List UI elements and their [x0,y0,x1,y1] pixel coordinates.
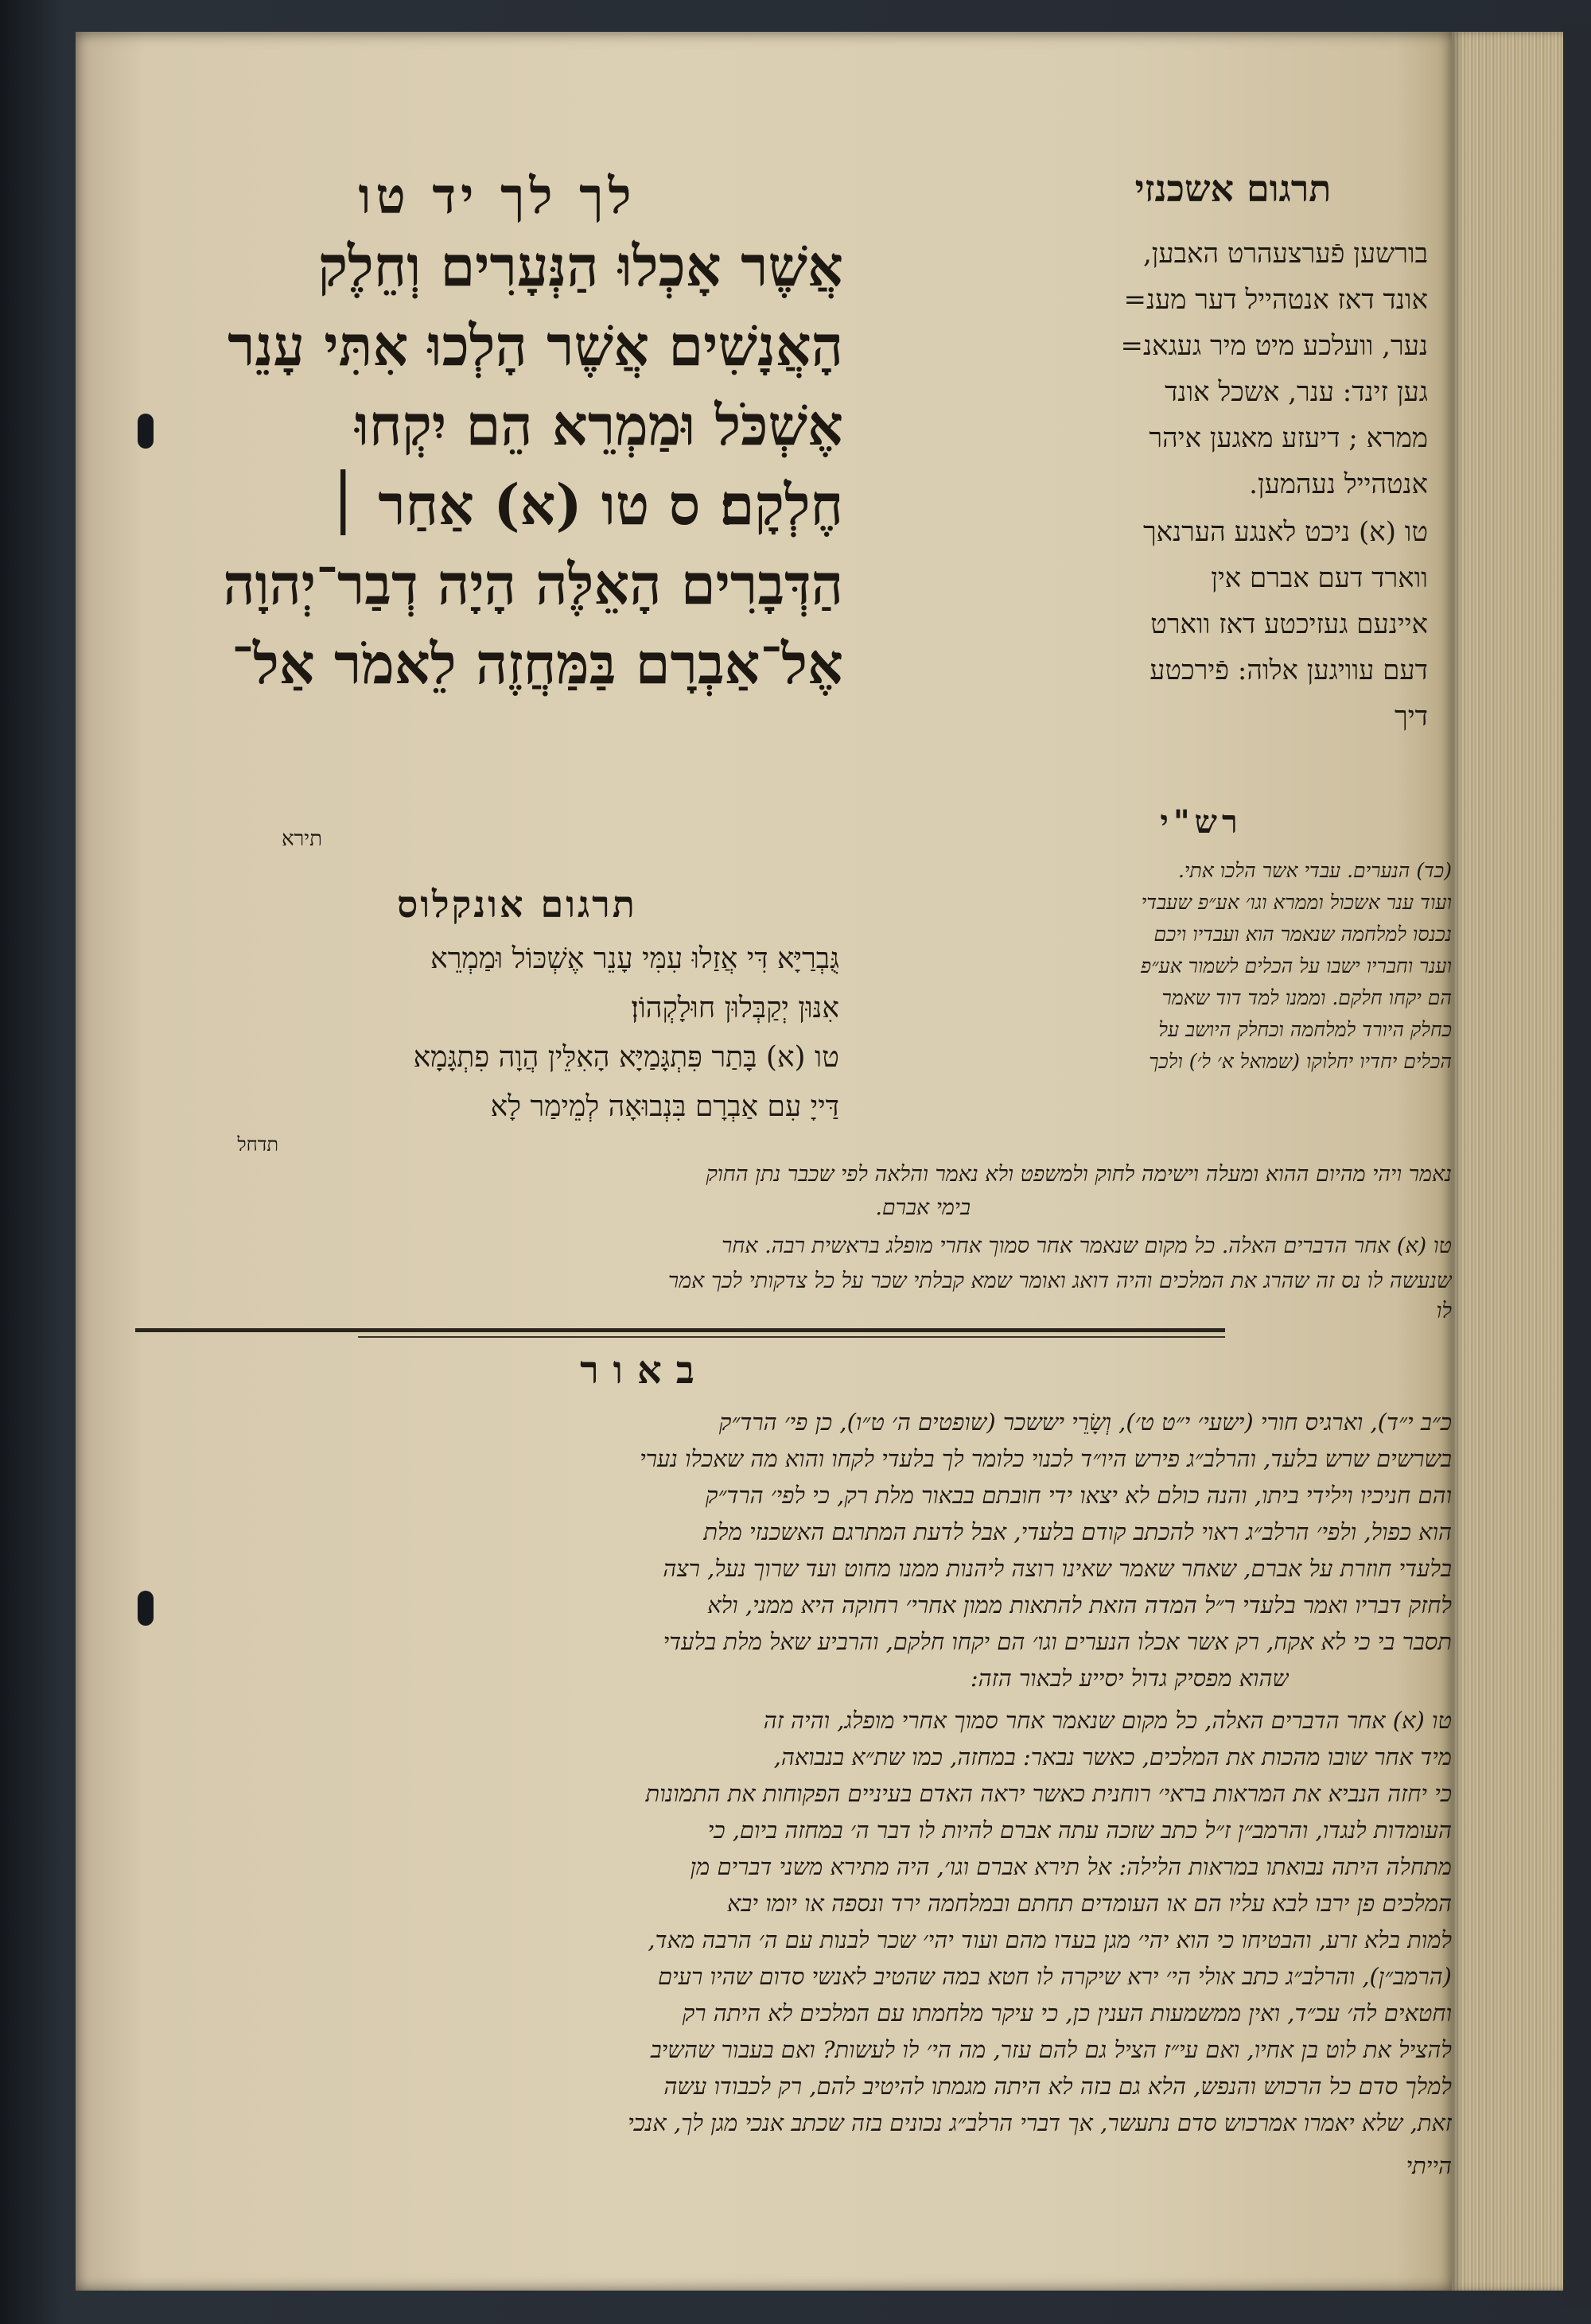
rashi-line: נאמר ויהי מהיום ההוא ומעלה וישימה לחוק ולמשפט ולא נאמר והלאה לפי שכבר נתן החוק [706,1162,1452,1187]
section-rule [135,1328,1225,1332]
ashkenazi-line: גען זינד: ענר, אשכל אונד [1165,376,1428,408]
rashi-line: הכלים יחדיו יחלוקו (שמואל א׳ ל׳) ולכך [1149,1050,1452,1073]
biur-line: העומדות לנגדו, והרמב״ן ז״ל כתב שזכה עתה אברם להיות לו דבר ה׳ במחזה ביום, כי [707,1817,1452,1844]
ashkenazi-line: נער, וועלכע מיט מיר געגאנ= [1120,330,1428,362]
biur-line: למלך סדם כל הרכוש והנפש, הלא גם בזה לא היתה מגמתו להיטיב להם, רק לכבודו עשה [663,2073,1452,2100]
rashi-line: טו (א) אחר הדברים האלה. כל מקום שנאמר אחר סמוך אחרי מופלג בראשית רבה. אחר [722,1234,1452,1258]
rashi-line: הם יקחו חלקם. וממנו למד דוד שאמר [1161,986,1452,1009]
onkelos-line: טו (א) בָּתַר פִּתְגָּמַיָּא הָאִלֵּין הֲוָה פִתְגָּמָא [413,1041,839,1074]
onkelos-catchword: תדחל [237,1133,278,1156]
ashkenazi-line: טו (א) ניכט לאנגע הערנאך [1142,516,1428,548]
biur-line: מיד אחר שובו מהכות את המלכים, כאשר נבאר: במחזה, כמו שת״א בנבואה, [773,1743,1452,1770]
biur-line: (הרמב״ן), והרלב״ג כתב אולי הי׳ ירא שיקרה לו חטא במה שהטיב לאנשי סדום שהיו רעים [657,1963,1452,1990]
biur-line: בלעדי חוזרת על אברם, שאחר שאמר שאינו רוצה ליהנות ממנו מחוט ועד שרוך נעל, רצה [663,1555,1452,1582]
onkelos-line: אִנּוּן יְקַבְּלוּן חוּלָקְהוֹן׃ [631,992,839,1024]
ashkenazi-line: אונד דאז אנטהייל דער מענ= [1123,284,1428,316]
biur-catchword: הייתי [1406,2152,1452,2179]
biur-line: הוא כפול, ולפי׳ הרלב״ג ראוי להכתב קודם בלעדי, אבל לדעת המתרגם האשכנזי מלת [703,1518,1452,1545]
ashkenazi-line: ממרא ; דיעזע מאגען איהר [1149,422,1428,454]
verse-line: חֶלְקָם׃ ס טו (א) אַחַר ׀ [327,472,843,538]
verse-line: הַדְּבָרִים הָאֵלֶּה הָיָה דְבַר־יְהוָה [223,551,843,617]
biur-line: כ״ב י״ד), וארגיס חורי (ישעי׳ י״ט ט׳), וְשָׂרֵי יששכר (שופטים ה׳ ט״ו), כן פי׳ הרד״ק [718,1409,1452,1436]
rashi-line: לו [1436,1299,1452,1323]
rashi-line: (כד) הנערים. עבדי אשר הלכו אתי. [1177,859,1452,882]
biur-line: והם חניכיו וילידי ביתו, והנה כולם לא יצאו ידי חובתם בבאור מלת רק, כי לפי׳ הרד״ק [705,1482,1452,1509]
biur-line: זאת, שלא יאמרו אמרכוש סדם נתעשר, אך דברי הרלב״ג נכונים בזה שכתב אנכי מגן לך, אנכי [628,2109,1452,2136]
rashi-line: ועוד ענר אשכול וממרא וגו׳ אע״פ שעבדי [1141,891,1452,914]
ashkenazi-catchword: דיך [1395,701,1428,733]
rashi-line: שנעשה לו נס זה שהרג את המלכים והיה דואג ואומר שמא קבלתי שכר על כל צדקותי לכך אמר [667,1269,1452,1293]
verse-line: אֲשֶׁר אָכְלוּ הַנְּעָרִים וְחֵלֶק [317,233,843,299]
ashkenazi-line: בורשען פֿערצעהרט האבען, [1142,238,1428,270]
onkelos-line: דַּייָ עִם אַבְרָם בִּנְבוּאָה לְמֵימַר לָא [490,1090,839,1123]
biur-line: כי יחזה הנביא את המראות בראי׳ רוחנית כאשר יראה האדם בעיניים הפקוחות את התמונות [645,1780,1452,1807]
ashkenazi-title: תרגום אשכנזי [1134,167,1332,210]
rashi-line: וענר וחבריו ישבו על הכלים לשמור אע״פ [1140,954,1452,977]
section-rule [358,1336,1225,1338]
biur-line: בשרשים שרש בלעד, והרלב״ג פירש היו״ד לכנוי כלומר לך בלעדי לקחו והוא מה שאכלו נערי [640,1445,1452,1472]
biur-line: מתחלה היתה נבואתו במראות הלילה: אל תירא אברם וגו׳, היה מתירא משני דברים מן [690,1853,1452,1880]
biur-line: וחטאים לה׳ עכ״ד, ואין ממשמעות הענין כן, כי עיקר מלחמתו עם המלכים לא היתה רק [682,1999,1452,2027]
book-binding [1563,24,1591,2307]
running-header: לך לך יד טו [358,167,636,225]
rashi-line: נכנסו למלחמה שנאמר הוא ועבדיו ויכם [1153,923,1452,946]
rashi-line: כחלק היורד למלחמה וכחלק היושב על [1158,1018,1452,1041]
ashkenazi-line: איינעם געזיכטע דאז ווארט [1150,608,1428,640]
biur-line: להציל את לוט בן אחיו, ואם עי״ז הציל גם להם עזר, מה הי׳ לו לעשות? ואם בעבור שהשיב [650,2036,1452,2063]
biur-line: המלכים פן ירבו לבא עליו הם או העומדים תחתם ובמלחמה ירד ונספה או יומו יבא [727,1890,1452,1917]
onkelos-line: גֻּבְרַיָּא דִּי אֲזַלוּ עִמִּי עָנֵר אֶשְׁכּוֹל וּמַמְרֵא [430,942,839,975]
verse-line: אֶשְׁכֹּל וּמַמְרֵא הֵם יִקְחוּ [355,392,843,458]
biur-line: תסבר בי כי לא אקח, רק אשר אכלו הנערים וגו׳ הם יקחו חלקם, והרביע שאל מלת בלעדי [663,1628,1452,1655]
verse-line: הָאֲנָשִׁים אֲשֶׁר הָלְכוּ אִתִּי עָנֵר [228,313,843,379]
biur-line: לחזק דבריו ואמר בלעדי ר״ל המדה הזאת להתאות ממון אחרי׳ רחוקה היא ממני, ולא [707,1591,1452,1619]
biur-title: באור [580,1348,709,1393]
page-stack-edge [1452,32,1563,2291]
biur-line: למות בלא זרע, והבטיחו כי הוא יהי׳ מגן בעדו מהם ועוד יהי׳ שכר לבנות עם ה׳ הרבה מאד, [648,1926,1452,1953]
ashkenazi-line: דעם עוויגען אלוה: פֿירכטע [1149,655,1428,686]
biur-line: טו (א) אחר הדברים האלה, כל מקום שנאמר אחר סמוך אחרי מופלג, והיה זה [763,1707,1452,1734]
verse-line: אֶל־אַבְרָם בַּמַּחֲזֶה לֵאמֹר אַל־ [231,631,843,697]
verse-catchword: תירא [281,827,322,851]
biur-line: שהוא מפסיק גדול יסייע לבאור הזה: [970,1665,1289,1692]
onkelos-title: תרגום אונקלוס [397,883,637,926]
ashkenazi-line: אנטהייל נעהמען. [1249,468,1428,500]
binding-hole [138,1591,154,1626]
rashi-line: בימי אברם. [875,1195,971,1220]
ashkenazi-line: ווארד דעם אברם אין [1211,562,1428,594]
rashi-title: רש"י [1160,803,1243,841]
